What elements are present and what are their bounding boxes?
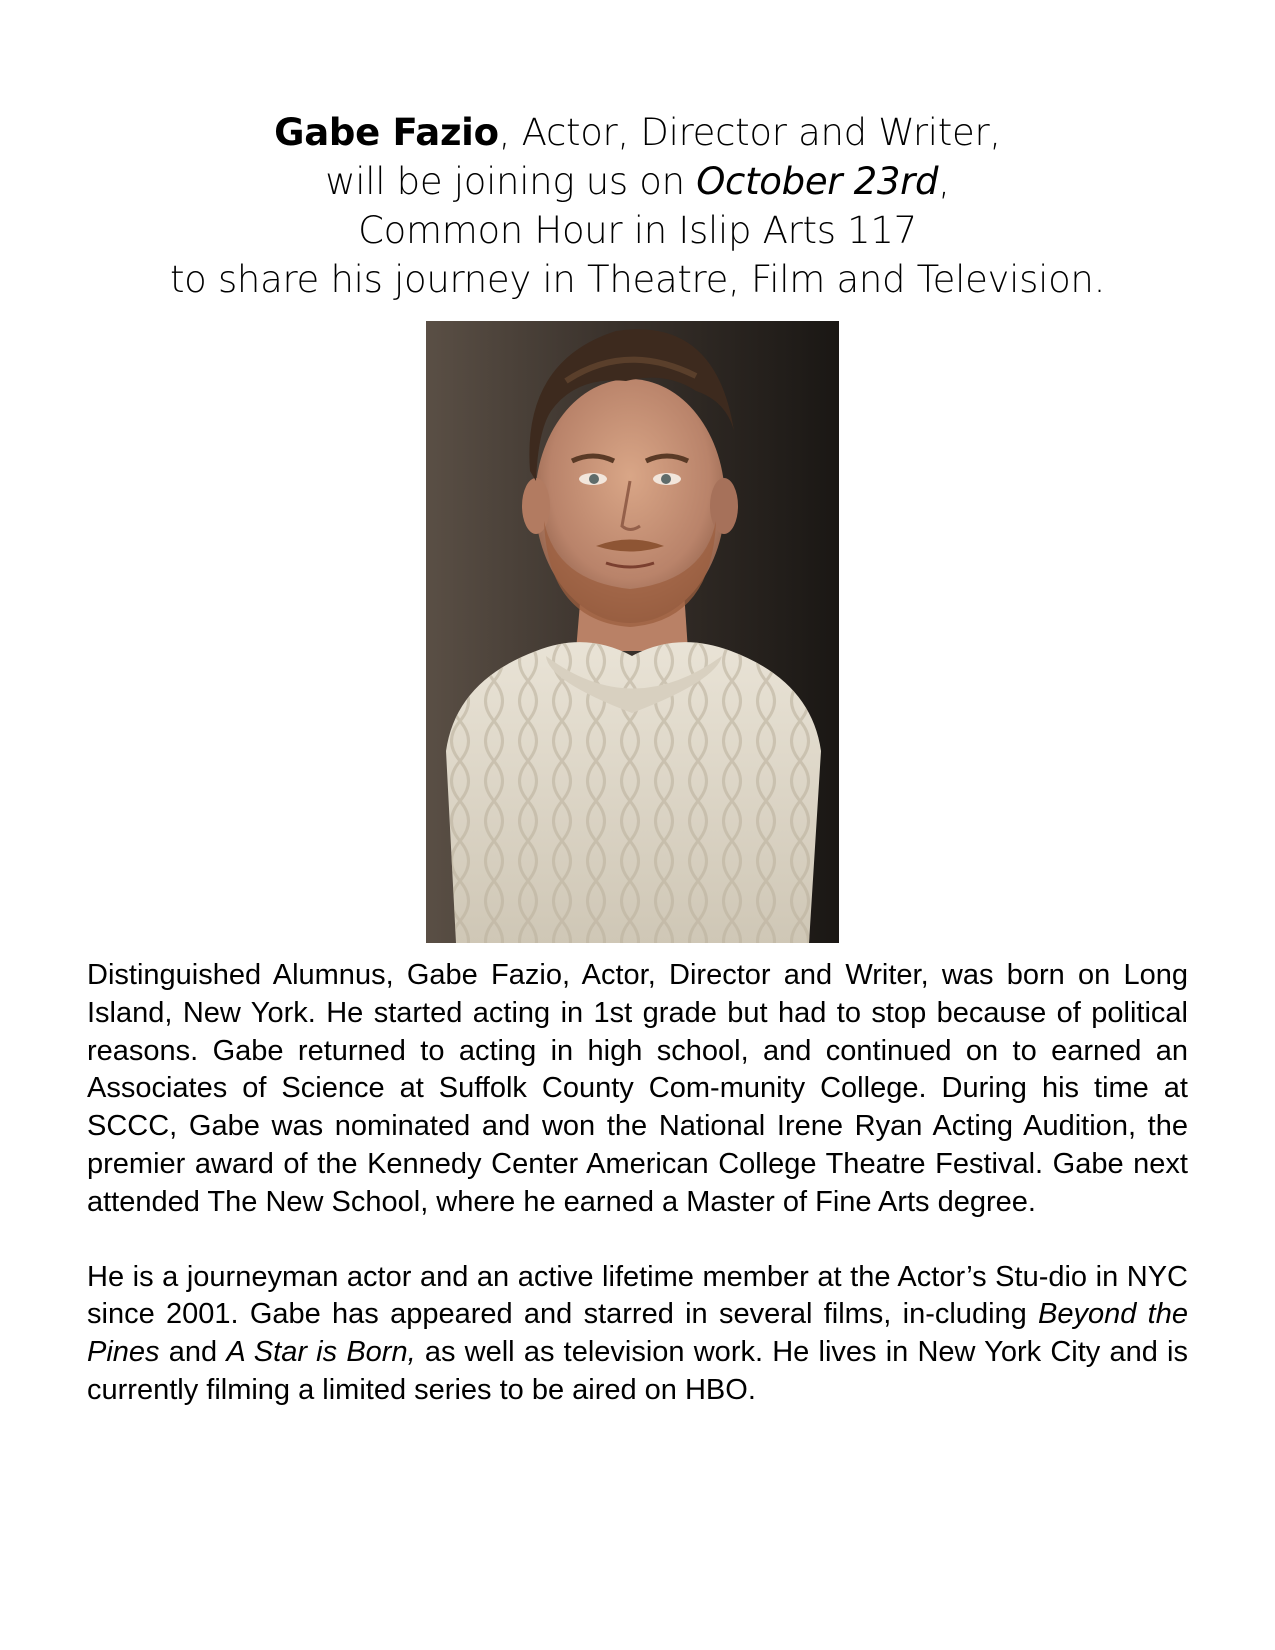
bio-p2-text-1: He is a journeyman actor and an active lifetime member at the Actor’s Stu-dio in NYC since 2001. Gabe has appeared and starred in several films, in-cluding — [87, 1260, 1188, 1331]
guest-name: Gabe Fazio — [274, 111, 499, 154]
event-announcement — [60, 108, 1215, 304]
header-line-1 — [60, 108, 1215, 157]
date-suffix: , — [938, 160, 950, 203]
biography — [87, 957, 1188, 1410]
event-location: Common Hour in Islip Arts 117 — [358, 209, 917, 252]
bio-p2-and: and — [159, 1336, 227, 1369]
portrait-illustration — [426, 321, 839, 943]
event-topic: to share his journey in Theatre, Film and Television. — [169, 258, 1106, 301]
header-line-2 — [60, 157, 1215, 206]
bio-p2-text-2: as well as television work. He lives in New York City and is currently filming a limited series to be aired on HBO. — [87, 1336, 1188, 1406]
bio-paragraph-2 — [87, 1259, 1188, 1410]
portrait-photo — [426, 321, 839, 943]
guest-title: , Actor, Director and Writer, — [498, 111, 1001, 154]
film-title-beyond-the-pines: Beyond the Pines — [87, 1298, 1188, 1369]
bio-paragraph-1: Distinguished Alumnus, Gabe Fazio, Actor, Director and Writer, was born on Long Island, New York. He started acting in 1st grade but had to stop because of political reasons. Gabe returned to acting in high school, and continued on to earned an Associates of Science at Suffolk County Com-munity College. During his time at SCCC, Gabe was nominated and won the National Irene Ryan Acting Audition, the premier award of the Kennedy Center American College Theatre Festival. Gabe next attended The New School, where he earned a Master of Fine Arts degree. — [87, 959, 1188, 1218]
date-prefix: will be joining us on — [325, 160, 697, 203]
film-title-a-star-is-born: A Star is Born, — [226, 1336, 416, 1369]
event-date: October 23rd — [696, 160, 939, 203]
